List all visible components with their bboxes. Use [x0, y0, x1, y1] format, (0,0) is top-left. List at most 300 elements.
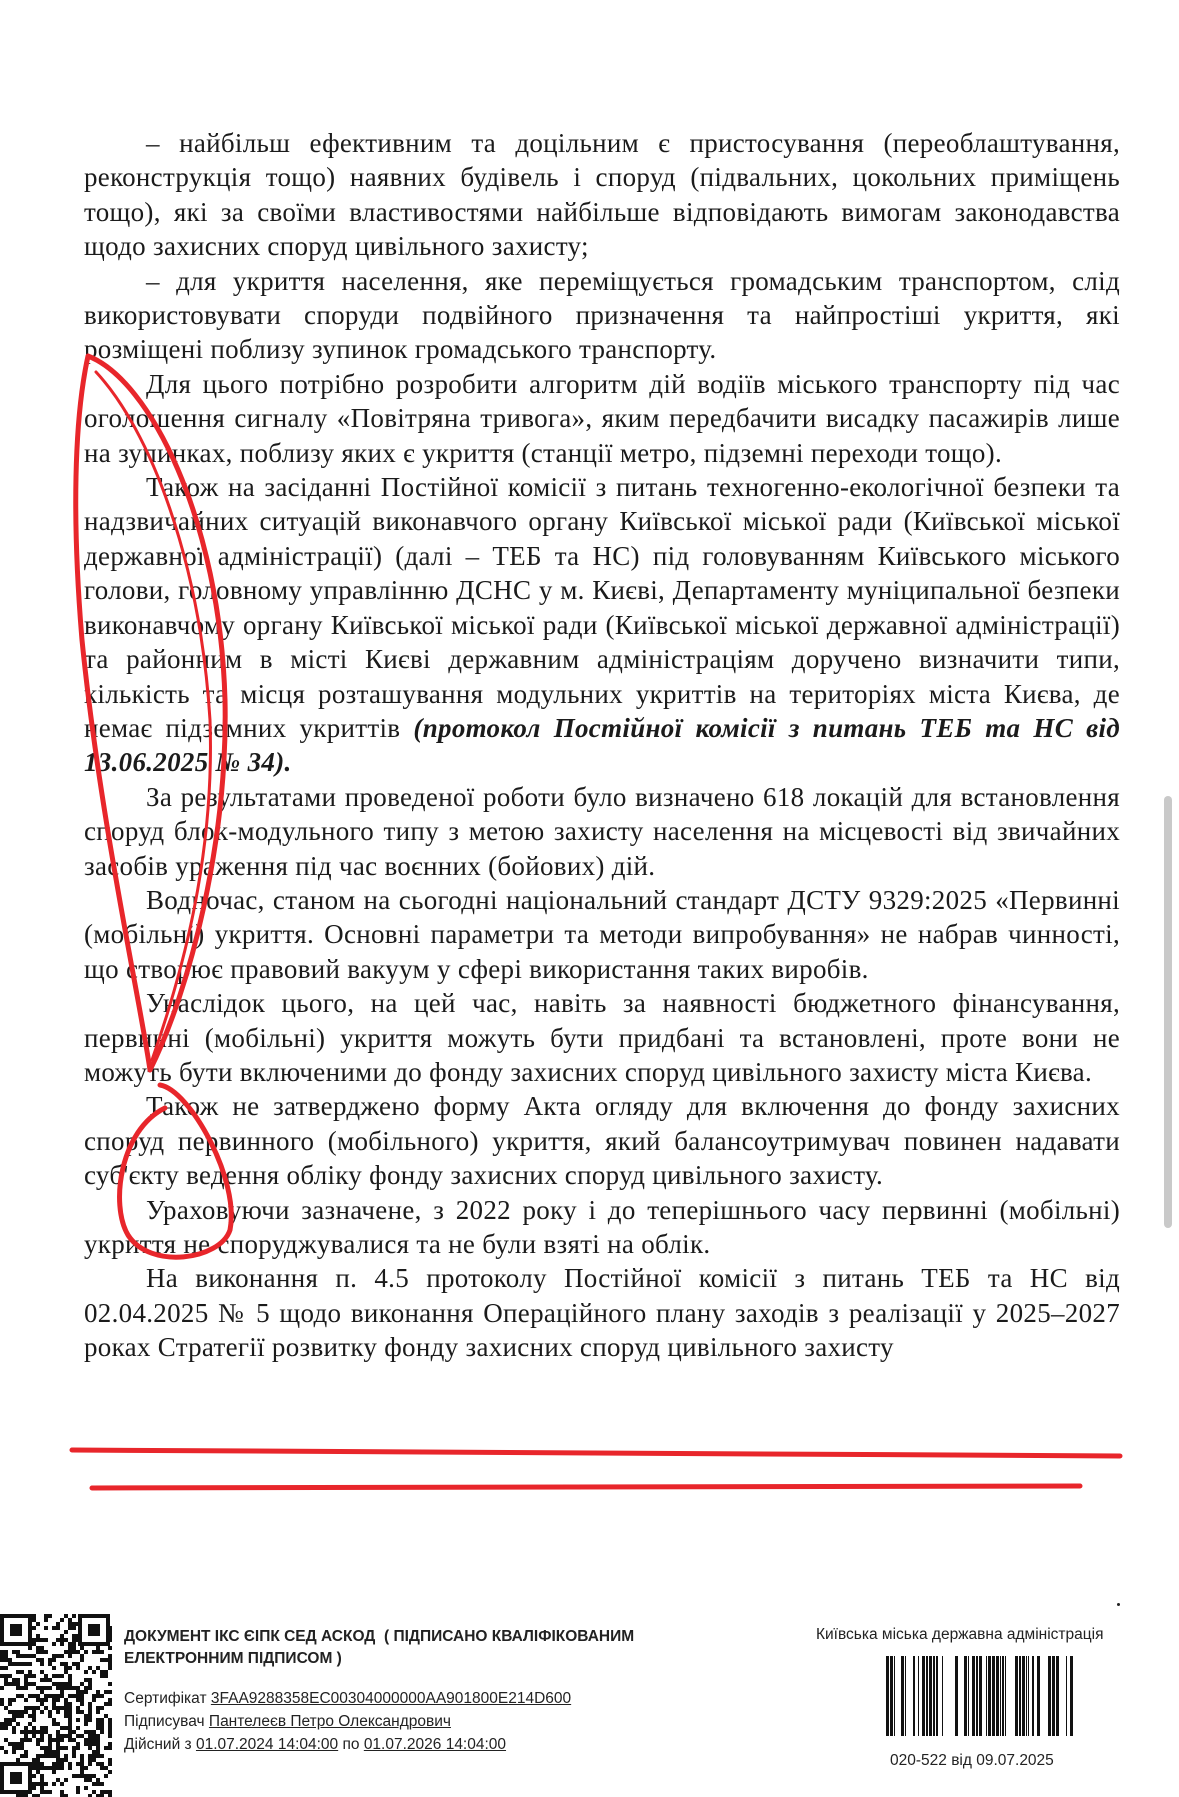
qr-module [24, 1730, 28, 1734]
qr-module [32, 1734, 36, 1738]
qr-module [60, 1790, 64, 1794]
qr-module [40, 1702, 44, 1706]
qr-module [0, 1658, 4, 1662]
certificate-row [124, 1690, 571, 1708]
qr-module [44, 1782, 48, 1786]
qr-module [60, 1706, 64, 1710]
qr-module [92, 1782, 96, 1786]
qr-module [84, 1774, 88, 1778]
qr-module [68, 1618, 72, 1622]
qr-module [40, 1726, 44, 1730]
qr-module [40, 1774, 44, 1778]
qr-module [12, 1714, 16, 1718]
qr-module [44, 1686, 48, 1690]
qr-module [48, 1614, 52, 1618]
qr-module [68, 1654, 72, 1658]
qr-module [64, 1662, 68, 1666]
barcode-bar [942, 1656, 943, 1736]
qr-module [52, 1626, 56, 1630]
qr-module [92, 1698, 96, 1702]
qr-module [104, 1690, 108, 1694]
qr-module [92, 1738, 96, 1742]
qr-module [8, 1702, 12, 1706]
qr-module [56, 1682, 60, 1686]
qr-module [52, 1658, 56, 1662]
qr-module [0, 1726, 4, 1730]
qr-module [24, 1726, 28, 1730]
qr-module [48, 1678, 52, 1682]
qr-module [76, 1734, 80, 1738]
qr-module [56, 1758, 60, 1762]
qr-module [36, 1622, 40, 1626]
qr-module [28, 1714, 32, 1718]
barcode-bar [901, 1656, 904, 1736]
qr-module [40, 1678, 44, 1682]
qr-module [96, 1666, 100, 1670]
qr-module [60, 1642, 64, 1646]
qr-module [60, 1746, 64, 1750]
validity-row [124, 1736, 506, 1754]
qr-module [80, 1754, 84, 1758]
qr-module [88, 1754, 92, 1758]
qr-module [0, 1674, 4, 1678]
qr-module [8, 1698, 12, 1702]
qr-module [96, 1694, 100, 1698]
qr-module [56, 1654, 60, 1658]
qr-module [84, 1718, 88, 1722]
qr-module [40, 1650, 44, 1654]
qr-module [104, 1790, 108, 1794]
qr-module [84, 1722, 88, 1726]
qr-module [32, 1782, 36, 1786]
qr-module [12, 1682, 16, 1686]
qr-module [36, 1770, 40, 1774]
qr-module [104, 1658, 108, 1662]
qr-module [24, 1682, 28, 1686]
qr-module [36, 1742, 40, 1746]
qr-module [56, 1738, 60, 1742]
qr-module [64, 1734, 68, 1738]
qr-module [64, 1702, 68, 1706]
qr-module [44, 1698, 48, 1702]
barcode-bar [905, 1656, 906, 1736]
qr-module [108, 1666, 112, 1670]
qr-module [72, 1650, 76, 1654]
qr-module [80, 1698, 84, 1702]
qr-module [24, 1662, 28, 1666]
qr-module [88, 1774, 92, 1778]
qr-module [108, 1762, 112, 1766]
qr-module [36, 1634, 40, 1638]
qr-module [20, 1742, 24, 1746]
qr-module [64, 1614, 68, 1618]
qr-module [24, 1734, 28, 1738]
qr-module [32, 1706, 36, 1710]
qr-module [60, 1618, 64, 1622]
qr-module [60, 1734, 64, 1738]
qr-module [84, 1686, 88, 1690]
qr-module [48, 1686, 52, 1690]
qr-module [88, 1666, 92, 1670]
qr-module [52, 1694, 56, 1698]
paragraph-7: Унаслідок цього, на цей час, навіть за наявності бюджетного фінансування, первинні (мобільні) укриття можуть бути придбані та встановлені, проте вони не можуть бути включеними до фонду захисних споруд цивільного захисту міста Києва. [84, 988, 1120, 1087]
qr-module [48, 1714, 52, 1718]
qr-module [72, 1662, 76, 1666]
qr-module [108, 1662, 112, 1666]
paragraph-10: На виконання п. 4.5 протоколу Постійної комісії з питань ТЕБ та НС від 02.04.2025 № 5 щодо виконання Операційного плану заходів з реалізації у 2025–2027 роках Стратегії розвитку фонду захисних споруд цивільного захисту [84, 1263, 1120, 1363]
qr-module [72, 1646, 76, 1650]
qr-module [60, 1686, 64, 1690]
valid-from-label: Дійсний з [124, 1736, 192, 1753]
qr-module [12, 1678, 16, 1682]
qr-module [92, 1694, 96, 1698]
qr-module [48, 1790, 52, 1794]
barcode-bar [979, 1656, 982, 1736]
qr-module [44, 1678, 48, 1682]
qr-module [104, 1674, 108, 1678]
signature-footer [0, 1610, 1179, 1797]
qr-module [16, 1714, 20, 1718]
qr-module [56, 1730, 60, 1734]
document-body [84, 126, 1120, 1365]
qr-module [20, 1714, 24, 1718]
qr-module [24, 1674, 28, 1678]
qr-module [12, 1718, 16, 1722]
qr-module [52, 1674, 56, 1678]
qr-module [60, 1690, 64, 1694]
qr-module [108, 1722, 112, 1726]
qr-module [104, 1714, 108, 1718]
qr-module [96, 1726, 100, 1730]
qr-module [4, 1650, 8, 1654]
qr-module [64, 1698, 68, 1702]
qr-module [68, 1622, 72, 1626]
qr-module [20, 1710, 24, 1714]
qr-module [8, 1710, 12, 1714]
qr-module [28, 1674, 32, 1678]
qr-module [68, 1718, 72, 1722]
qr-module [8, 1658, 12, 1662]
qr-module [36, 1762, 40, 1766]
qr-module [108, 1734, 112, 1738]
qr-module [64, 1726, 68, 1730]
qr-module [12, 1662, 16, 1666]
qr-module [84, 1714, 88, 1718]
qr-module [40, 1690, 44, 1694]
qr-module [32, 1638, 36, 1642]
qr-module [96, 1754, 100, 1758]
qr-module [56, 1674, 60, 1678]
qr-module [44, 1626, 48, 1630]
qr-module [108, 1646, 112, 1650]
signer-row [124, 1713, 451, 1731]
qr-module [96, 1734, 100, 1738]
qr-module [36, 1730, 40, 1734]
qr-module [60, 1674, 64, 1678]
organization-name: Київська міська державна адміністрація [816, 1626, 1104, 1643]
qr-module [16, 1670, 20, 1674]
barcode-bar [1048, 1656, 1051, 1736]
qr-module [4, 1738, 8, 1742]
qr-module [72, 1750, 76, 1754]
qr-module [100, 1730, 104, 1734]
qr-module [48, 1738, 52, 1742]
qr-module [36, 1638, 40, 1642]
qr-module [84, 1650, 88, 1654]
qr-module [32, 1642, 36, 1646]
qr-module [24, 1750, 28, 1754]
qr-module [68, 1738, 72, 1742]
qr-module [100, 1726, 104, 1730]
qr-module [44, 1614, 48, 1618]
qr-module [68, 1686, 72, 1690]
paragraph-1: – найбільш ефективним та доцільним є пристосування (переоблаштування, реконструкція тощо) наявних будівель і споруд (підвальних, цокольних приміщень тощо), які за своїми властивостями найбільше відповідають вимогам законодавства щодо захисних споруд цивільного захисту; [84, 128, 1120, 262]
qr-module [96, 1710, 100, 1714]
qr-module [36, 1738, 40, 1742]
qr-module [24, 1678, 28, 1682]
qr-module [96, 1646, 100, 1650]
qr-module [16, 1678, 20, 1682]
qr-module [28, 1646, 32, 1650]
qr-module [84, 1730, 88, 1734]
qr-module [60, 1654, 64, 1658]
qr-module [0, 1654, 4, 1658]
qr-module [4, 1654, 8, 1658]
qr-module [64, 1670, 68, 1674]
qr-module [28, 1670, 32, 1674]
qr-module [88, 1730, 92, 1734]
qr-module [92, 1774, 96, 1778]
qr-module [20, 1662, 24, 1666]
qr-module [92, 1754, 96, 1758]
vertical-scrollbar[interactable] [1164, 796, 1172, 1228]
qr-module [40, 1782, 44, 1786]
qr-module [32, 1694, 36, 1698]
qr-module [96, 1782, 100, 1786]
barcode-bar [1015, 1656, 1018, 1736]
barcode-bar [955, 1656, 958, 1736]
qr-module [4, 1666, 8, 1670]
qr-module [76, 1690, 80, 1694]
red-underline-1 [72, 1450, 1120, 1456]
qr-module [80, 1758, 84, 1762]
qr-module [88, 1678, 92, 1682]
qr-module [36, 1658, 40, 1662]
qr-module [96, 1746, 100, 1750]
qr-module [36, 1650, 40, 1654]
qr-module [40, 1754, 44, 1758]
qr-module [44, 1750, 48, 1754]
qr-module [28, 1730, 32, 1734]
qr-module [64, 1682, 68, 1686]
qr-module [60, 1682, 64, 1686]
qr-module [68, 1714, 72, 1718]
qr-module [60, 1662, 64, 1666]
qr-module [64, 1650, 68, 1654]
barcode-bar [1028, 1656, 1029, 1736]
qr-module [88, 1734, 92, 1738]
qr-module [76, 1710, 80, 1714]
paragraph-9: Ураховуючи зазначене, з 2022 року і до теперішнього часу первинні (мобільні) укриття не споруджувалися та не були взяті на облік. [84, 1194, 1120, 1259]
barcode-bar [972, 1656, 975, 1736]
barcode-bar [996, 1656, 999, 1736]
qr-module [36, 1698, 40, 1702]
qr-module [84, 1778, 88, 1782]
qr-module [100, 1782, 104, 1786]
qr-module [84, 1766, 88, 1770]
qr-module [80, 1694, 84, 1698]
qr-module [100, 1722, 104, 1726]
qr-module [72, 1614, 76, 1618]
qr-module [108, 1742, 112, 1746]
barcode-bar [922, 1656, 925, 1736]
barcode-bar [968, 1656, 969, 1736]
qr-module [8, 1674, 12, 1678]
qr-module [52, 1718, 56, 1722]
qr-module [48, 1662, 52, 1666]
qr-module [16, 1710, 20, 1714]
qr-module [100, 1718, 104, 1722]
qr-module [44, 1746, 48, 1750]
qr-module [40, 1670, 44, 1674]
qr-module [96, 1762, 100, 1766]
qr-module [72, 1634, 76, 1638]
qr-module [52, 1722, 56, 1726]
qr-module [84, 1678, 88, 1682]
qr-module [36, 1646, 40, 1650]
qr-module [8, 1718, 12, 1722]
qr-module [20, 1670, 24, 1674]
qr-module [44, 1790, 48, 1794]
qr-module [64, 1758, 68, 1762]
qr-module [76, 1686, 80, 1690]
qr-module [64, 1630, 68, 1634]
barcode-bar [1037, 1656, 1040, 1736]
qr-module [36, 1686, 40, 1690]
signed-qualified-line: ( ПІДПИСАНО КВАЛІФІКОВАНИМ ЕЛЕКТРОННИМ ПІДПИСОМ ) [124, 1628, 635, 1667]
qr-module [76, 1706, 80, 1710]
qr-module [56, 1734, 60, 1738]
signer-value: Пантелеєв Петро Олександрович [208, 1713, 451, 1730]
qr-module [68, 1678, 72, 1682]
qr-module [80, 1762, 84, 1766]
qr-module [88, 1718, 92, 1722]
qr-module [52, 1682, 56, 1686]
qr-module [92, 1650, 96, 1654]
qr-module [80, 1734, 84, 1738]
qr-module [108, 1730, 112, 1734]
qr-module [0, 1722, 4, 1726]
qr-module [28, 1706, 32, 1710]
qr-module [12, 1710, 16, 1714]
qr-module [56, 1710, 60, 1714]
qr-module [28, 1722, 32, 1726]
qr-module [28, 1662, 32, 1666]
qr-module [100, 1706, 104, 1710]
qr-module [108, 1790, 112, 1794]
qr-module [4, 1682, 8, 1686]
qr-module [56, 1698, 60, 1702]
qr-module [32, 1786, 36, 1790]
qr-module [52, 1702, 56, 1706]
qr-module [92, 1670, 96, 1674]
qr-module [84, 1742, 88, 1746]
qr-module [108, 1702, 112, 1706]
qr-module [108, 1682, 112, 1686]
qr-module [64, 1706, 68, 1710]
qr-module [104, 1670, 108, 1674]
registration-number: 020-522 від 09.07.2025 [890, 1752, 1054, 1769]
qr-module [76, 1726, 80, 1730]
qr-module [88, 1762, 92, 1766]
qr-module [80, 1770, 84, 1774]
qr-module [32, 1674, 36, 1678]
qr-module [16, 1662, 20, 1666]
barcode-bar [1026, 1656, 1027, 1736]
qr-module [108, 1770, 112, 1774]
qr-module [56, 1694, 60, 1698]
qr-module [40, 1698, 44, 1702]
qr-module [68, 1674, 72, 1678]
qr-finder-center [88, 1624, 100, 1636]
qr-module [76, 1666, 80, 1670]
qr-module [40, 1730, 44, 1734]
qr-module [12, 1746, 16, 1750]
qr-module [92, 1790, 96, 1794]
qr-module [96, 1718, 100, 1722]
qr-module [24, 1686, 28, 1690]
qr-module [48, 1710, 52, 1714]
barcode-bar [992, 1656, 995, 1736]
qr-module [88, 1778, 92, 1782]
qr-module [48, 1746, 52, 1750]
paragraph-4-text: Також на засіданні Постійної комісії з питань техногенно-екологічної безпеки та надзвичайних ситуацій виконавчого органу Київської міської ради (Київської міської державної адміністрації) (далі – ТЕБ та НС) під головуванням Київського міського голови, головному управлінню ДСНС у м. Києві, Департаменту муніципальної безпеки виконавчому органу Київської міської ради (Київської міської державної адміністрації) та районним в місті Києві державним адміністраціям доручено визначити типи, кількість та місця розташування модульних укриттів на територіях міста Києва, де немає підземних укриттів [84, 472, 1120, 743]
qr-module [28, 1654, 32, 1658]
barcode-bar [1052, 1656, 1055, 1736]
qr-module [60, 1762, 64, 1766]
qr-module [32, 1718, 36, 1722]
qr-module [4, 1718, 8, 1722]
qr-module [16, 1758, 20, 1762]
qr-module [24, 1698, 28, 1702]
qr-module [72, 1754, 76, 1758]
qr-module [40, 1762, 44, 1766]
certificate-label: Сертифікат [124, 1690, 207, 1707]
qr-module [84, 1786, 88, 1790]
qr-module [20, 1730, 24, 1734]
red-underline-2 [92, 1486, 1080, 1488]
qr-module [60, 1738, 64, 1742]
qr-module [0, 1702, 4, 1706]
qr-module [60, 1766, 64, 1770]
qr-module [56, 1686, 60, 1690]
qr-module [92, 1734, 96, 1738]
qr-module [40, 1746, 44, 1750]
qr-module [20, 1738, 24, 1742]
qr-module [88, 1714, 92, 1718]
qr-module [20, 1754, 24, 1758]
qr-module [92, 1750, 96, 1754]
barcode-bar [976, 1656, 978, 1736]
qr-module [40, 1710, 44, 1714]
qr-module [68, 1646, 72, 1650]
qr-module [88, 1742, 92, 1746]
qr-module [108, 1698, 112, 1702]
qr-module [100, 1694, 104, 1698]
barcode-bar [1019, 1656, 1021, 1736]
qr-module [52, 1766, 56, 1770]
qr-module [48, 1658, 52, 1662]
